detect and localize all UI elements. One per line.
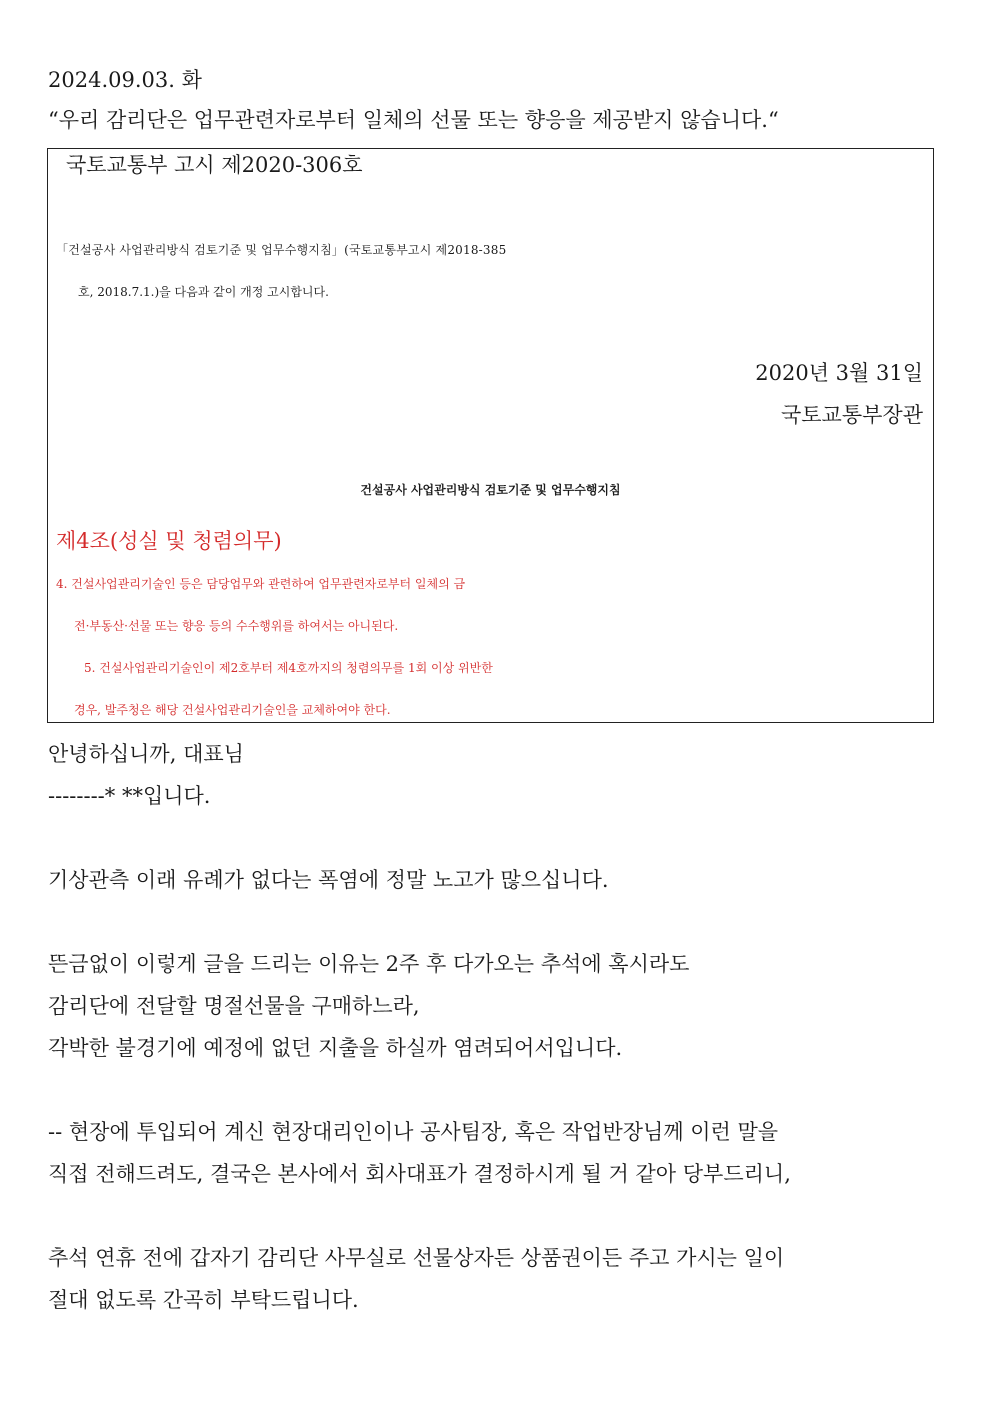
letter-paragraph-1: 기상관측 이래 유례가 없다는 폭염에 정말 노고가 많으십니다. [48,868,609,892]
anti-gift-pledge: “우리 감리단은 업무관련자로부터 일체의 선물 또는 향응을 제공받지 않습니다.“ [48,108,779,132]
article-heading: 제4조(성실 및 청렴의무) [56,529,282,553]
article-item-5 [56,647,926,731]
letter-paragraph-4-line-2: 절대 없도록 간곡히 부탁드립니다. [48,1288,359,1312]
document-date: 2024.09.03. 화 [48,68,202,92]
article-item-5-line-1: 5. 건설사업관리기술인이 제2호부터 제4호까지의 청렴의무를 1회 이상 위반한 [84,661,493,675]
article-item-5-line-2: 경우, 발주청은 해당 건설사업관리기술인을 교체하여야 한다. [74,703,391,717]
notice-box [47,148,934,723]
notice-intro [56,229,926,313]
letter-paragraph-2-line-3: 각박한 불경기에 예정에 없던 지출을 하실까 염려되어서입니다. [48,1036,623,1060]
notice-intro-line-1: 「건설공사 사업관리방식 검토기준 및 업무수행지침」(국토교통부고시 제2018-385 [56,243,507,257]
notice-date: 2020년 3월 31일 [755,361,923,385]
letter-paragraph-3-line-1: -- 현장에 투입되어 계신 현장대리인이나 공사팀장, 혹은 작업반장님께 이런 말을 [48,1120,779,1144]
article-item-4-line-1: 4. 건설사업관리기술인 등은 담당업무와 관련하여 업무관련자로부터 일체의 금 [56,577,466,591]
letter-sender: --------* **입니다. [48,784,211,808]
letter-paragraph-3-line-2: 직접 전해드려도, 결국은 본사에서 회사대표가 결정하시게 될 거 같아 당부드리니, [48,1162,791,1186]
notice-issuer: 국토교통부장관 [780,403,923,427]
article-item-4 [56,563,926,647]
notice-intro-line-2: 호, 2018.7.1.)을 다음과 같이 개정 고시합니다. [78,285,329,299]
letter-paragraph-2-line-1: 뜬금없이 이렇게 글을 드리는 이유는 2주 후 다가오는 추석에 혹시라도 [48,952,690,976]
letter-paragraph-2-line-2: 감리단에 전달할 명절선물을 구매하느라, [48,994,420,1018]
notice-title: 건설공사 사업관리방식 검토기준 및 업무수행지침 [360,483,621,497]
letter-paragraph-4-line-1: 추석 연휴 전에 갑자기 감리단 사무실로 선물상자든 상품권이든 주고 가시는 일이 [48,1246,785,1270]
notice-number: 국토교통부 고시 제2020-306호 [66,153,363,177]
letter-greeting: 안녕하십니까, 대표님 [48,742,244,766]
article-item-4-line-2: 전·부동산·선물 또는 향응 등의 수수행위를 하여서는 아니된다. [74,619,399,633]
